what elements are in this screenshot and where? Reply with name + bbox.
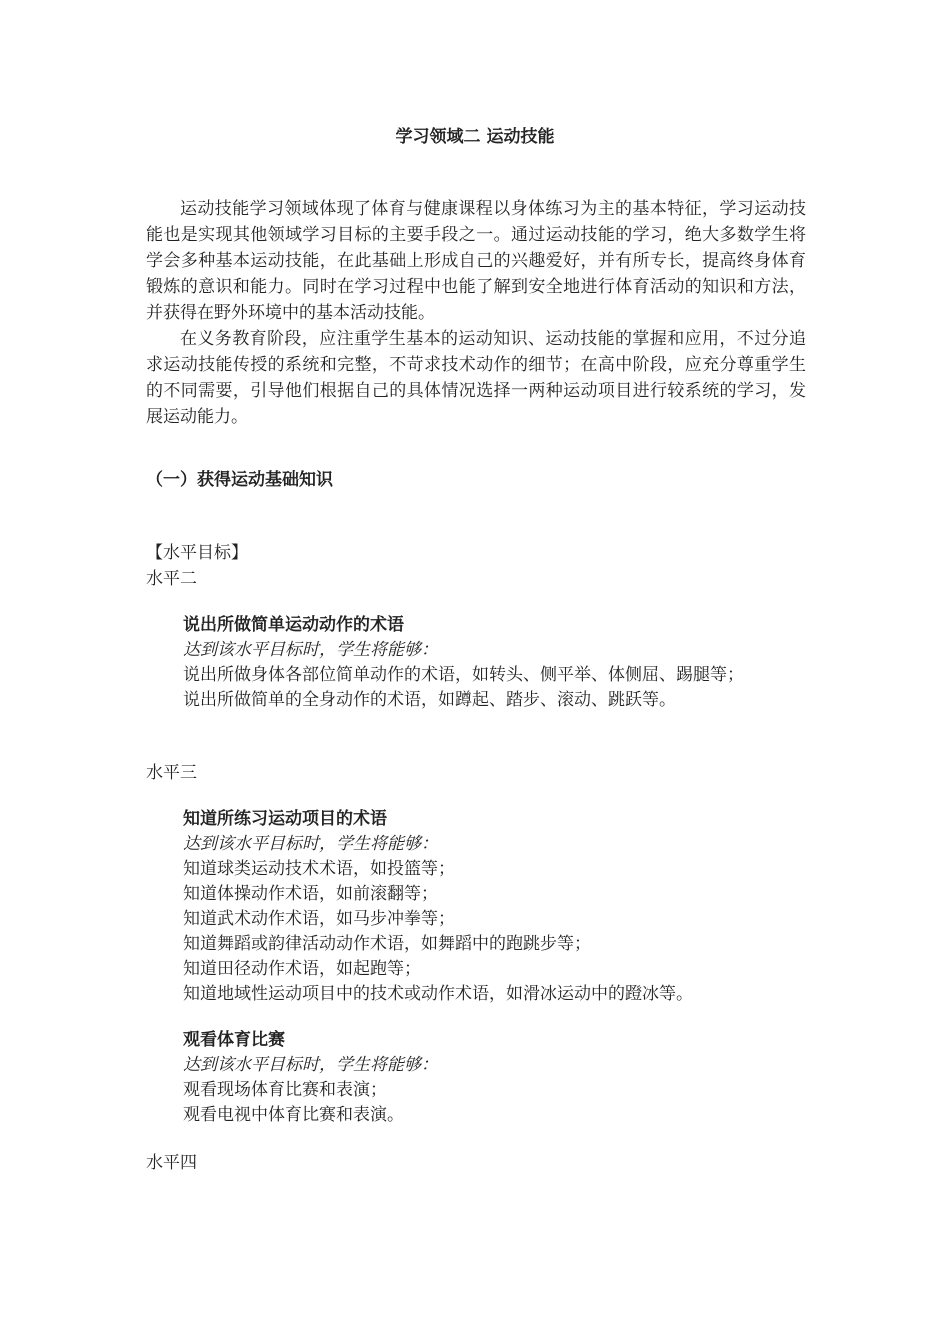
goal-item: 知道体操动作术语，如前滚翻等； [183,884,438,904]
intro-paragraph: 在义务教育阶段，应注重学生基本的运动知识、运动技能的掌握和应用，不过分追求运动技能传授的系统和完整，不苛求技术动作的细节；在高中阶段，应充分尊重学生的不同需要，引导他们根据自己的具体情况选择一两种运动项目进行较系统的学习，发展运动能力。 [146,329,806,427]
goal-lead: 达到该水平目标时，学生将能够： [183,834,438,854]
intro-text [146,196,806,430]
goals-label: 【水平目标】 [146,543,248,563]
goal-item: 知道田径动作术语，如起跑等； [183,959,421,979]
goal-item: 知道武术动作术语，如马步冲拳等； [183,909,455,929]
goal-item: 知道球类运动技术术语，如投篮等； [183,859,455,879]
level-label: 水平三 [146,763,197,783]
goal-title: 观看体育比赛 [183,1030,285,1050]
goal-title: 知道所练习运动项目的术语 [183,809,387,829]
goal-lead: 达到该水平目标时，学生将能够： [183,1055,438,1075]
level-label: 水平二 [146,569,197,589]
goal-item: 知道舞蹈或韵律活动动作术语，如舞蹈中的跑跳步等； [183,934,591,954]
goal-item: 说出所做身体各部位简单动作的术语，如转头、侧平举、体侧屈、踢腿等； [183,665,744,685]
goal-item: 说出所做简单的全身动作的术语，如蹲起、踏步、滚动、跳跃等。 [183,690,676,710]
page-title: 学习领域二 运动技能 [395,127,555,147]
intro-paragraph: 运动技能学习领域体现了体育与健康课程以身体练习为主的基本特征，学习运动技能也是实现其他领域学习目标的主要手段之一。通过运动技能的学习，绝大多数学生将学会多种基本运动技能，在此基础上形成自己的兴趣爱好，并有所专长，提高终身体育锻炼的意识和能力。同时在学习过程中也能了解到安全地进行体育活动的知识和方法，并获得在野外环境中的基本活动技能。 [146,199,806,323]
goal-lead: 达到该水平目标时，学生将能够： [183,640,438,660]
goal-item: 观看电视中体育比赛和表演。 [183,1105,404,1125]
section-heading: （一）获得运动基础知识 [146,470,333,490]
goal-item: 知道地域性运动项目中的技术或动作术语，如滑冰运动中的蹬冰等。 [183,984,693,1004]
level-label: 水平四 [146,1153,197,1173]
goal-title: 说出所做简单运动动作的术语 [183,615,404,635]
goal-item: 观看现场体育比赛和表演； [183,1080,387,1100]
